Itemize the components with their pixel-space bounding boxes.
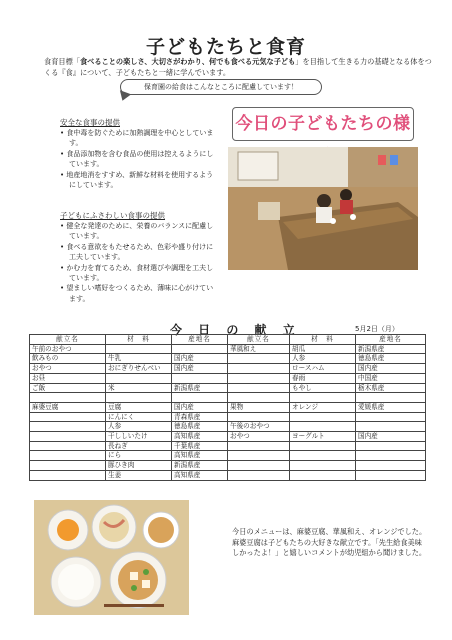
table-cell xyxy=(290,422,356,432)
table-header-cell: 産地名 xyxy=(172,335,228,345)
table-cell xyxy=(290,441,356,451)
table-cell: ロースハム xyxy=(290,364,356,374)
table-cell: 国内産 xyxy=(172,364,228,374)
table-cell xyxy=(290,393,356,403)
page-title: 子どもたちと食育 xyxy=(145,36,306,58)
table-cell: 新潟県産 xyxy=(172,461,228,471)
table-cell: 生姜 xyxy=(106,470,172,480)
table-header-row xyxy=(30,335,426,345)
table-row xyxy=(30,393,426,403)
table-cell: 干ししいたけ xyxy=(106,432,172,442)
table-cell xyxy=(290,451,356,461)
table-cell: 徳島県産 xyxy=(356,354,426,364)
table-cell xyxy=(356,393,426,403)
table-cell xyxy=(30,470,106,480)
table-cell xyxy=(228,441,290,451)
table-cell xyxy=(30,461,106,471)
table-cell: 胡瓜 xyxy=(290,344,356,354)
table-cell: 高知県産 xyxy=(172,451,228,461)
table-cell xyxy=(228,383,290,393)
table-cell: オレンジ xyxy=(290,402,356,412)
table-cell xyxy=(30,393,106,403)
table-cell: 愛媛県産 xyxy=(356,402,426,412)
table-cell xyxy=(290,412,356,422)
table-cell: 高知県産 xyxy=(172,432,228,442)
menu-table xyxy=(29,334,426,481)
table-cell xyxy=(356,461,426,471)
table-cell xyxy=(356,422,426,432)
table-cell: 麻婆豆腐 xyxy=(30,402,106,412)
lunch-caption: 今日のメニューは、麻婆豆腐、華風和え、オレンジでした。麻婆豆腐は子どもたちの大好きな献立です。「先生給食美味しかったよ！」と嬉しいコメントが幼児組から聞けました。 xyxy=(232,527,427,558)
table-header-cell: 材 料 xyxy=(106,335,172,345)
table-cell xyxy=(30,451,106,461)
intro-highlight: 食べることの楽しさ、大切さがわかり、何でも食べる元気な子ども xyxy=(79,57,296,66)
table-cell: 牛乳 xyxy=(106,354,172,364)
table-cell xyxy=(106,393,172,403)
table-cell xyxy=(106,373,172,383)
table-cell: お昼 xyxy=(30,373,106,383)
table-cell: ご飯 xyxy=(30,383,106,393)
table-cell: 中国産 xyxy=(356,373,426,383)
table-cell: 春雨 xyxy=(290,373,356,383)
section-child-heading: 子どもにふさわしい食事の提供 xyxy=(60,211,165,220)
menu-date: 5月2日（月） xyxy=(355,325,399,333)
table-row xyxy=(30,461,426,471)
lunch-photo xyxy=(34,500,189,615)
section-safe-heading: 安全な食事の提供 xyxy=(60,118,120,127)
section-child-meals xyxy=(60,210,220,304)
table-cell xyxy=(172,344,228,354)
table-cell xyxy=(30,412,106,422)
table-row xyxy=(30,451,426,461)
table-header-cell: 献立名 xyxy=(228,335,290,345)
table-cell xyxy=(228,461,290,471)
section-safe-meals xyxy=(60,117,220,190)
table-row xyxy=(30,364,426,374)
table-cell xyxy=(228,412,290,422)
table-row xyxy=(30,432,426,442)
table-row xyxy=(30,344,426,354)
table-cell: 青森県産 xyxy=(172,412,228,422)
table-cell: 国内産 xyxy=(356,364,426,374)
table-row xyxy=(30,470,426,480)
table-cell: 徳島県産 xyxy=(172,422,228,432)
table-row xyxy=(30,402,426,412)
table-cell: 華風和え xyxy=(228,344,290,354)
table-row xyxy=(30,373,426,383)
table-cell: おやつ xyxy=(228,432,290,442)
table-cell: ヨーグルト xyxy=(290,432,356,442)
table-cell xyxy=(290,470,356,480)
table-cell xyxy=(30,422,106,432)
today-banner: 今日の子どもたちの様 xyxy=(232,107,414,141)
table-cell xyxy=(356,441,426,451)
table-cell xyxy=(290,461,356,471)
table-row xyxy=(30,441,426,451)
intro-text xyxy=(44,56,434,78)
table-cell: 国内産 xyxy=(172,354,228,364)
list-item: • 食べる意欲をもたせるため、色彩や盛り付けに工夫しています。 xyxy=(60,242,220,263)
table-cell: 人参 xyxy=(106,422,172,432)
table-row xyxy=(30,383,426,393)
table-row xyxy=(30,422,426,432)
list-item: • 地産地消をすすめ、新鮮な材料を使用するようにしています。 xyxy=(60,170,220,191)
table-cell xyxy=(30,432,106,442)
table-cell: にら xyxy=(106,451,172,461)
table-cell: おにぎりせんべい xyxy=(106,364,172,374)
table-cell xyxy=(356,412,426,422)
list-item: • 食中毒を防ぐために加熱調理を中心としています。 xyxy=(60,128,220,149)
section-child-list xyxy=(60,221,220,304)
table-cell: 新潟県産 xyxy=(172,383,228,393)
table-cell xyxy=(228,393,290,403)
table-row xyxy=(30,412,426,422)
table-cell: 午前のおやつ xyxy=(30,344,106,354)
table-cell: 新潟県産 xyxy=(356,344,426,354)
table-cell: にんにく xyxy=(106,412,172,422)
list-item: • 健全な発達のために、栄養のバランスに配慮しています。 xyxy=(60,221,220,242)
table-header-cell: 産地名 xyxy=(356,335,426,345)
list-item: • 望ましい嗜好をつくるため、薄味に心がけています。 xyxy=(60,283,220,304)
table-cell: 果物 xyxy=(228,402,290,412)
list-item: • 食品添加物を含む食品の使用は控えるようにしています。 xyxy=(60,149,220,170)
table-cell: 長ねぎ xyxy=(106,441,172,451)
table-cell xyxy=(228,470,290,480)
table-cell xyxy=(106,344,172,354)
intro-suffix: 」を目指して生きる力の基礎となる体をつくる『食』について、子どもたちと一緒に学んでいます。 xyxy=(44,57,432,77)
table-row xyxy=(30,354,426,364)
table-cell xyxy=(228,354,290,364)
table-cell: 飲みもの xyxy=(30,354,106,364)
table-cell: おやつ xyxy=(30,364,106,374)
table-cell xyxy=(356,451,426,461)
table-cell xyxy=(30,441,106,451)
table-cell: 豚ひき肉 xyxy=(106,461,172,471)
table-header-cell: 献立名 xyxy=(30,335,106,345)
table-cell: 国内産 xyxy=(356,432,426,442)
table-cell xyxy=(228,451,290,461)
list-item: • かむ力を育てるため、食材選びや調理を工夫しています。 xyxy=(60,263,220,284)
table-cell xyxy=(172,373,228,383)
section-safe-list xyxy=(60,128,220,190)
table-cell: 午後のおやつ xyxy=(228,422,290,432)
intro-prefix: 食育目標「 xyxy=(44,57,80,66)
classroom-photo xyxy=(228,147,418,270)
speech-bubble: 保育園の給食はこんなところに配慮しています！ xyxy=(120,79,322,95)
table-cell: 千葉県産 xyxy=(172,441,228,451)
menu-title: 今 日 の 献 立 xyxy=(170,323,301,337)
table-cell xyxy=(172,393,228,403)
table-cell xyxy=(228,364,290,374)
table-cell: もやし xyxy=(290,383,356,393)
table-cell: 高知県産 xyxy=(172,470,228,480)
table-cell xyxy=(228,373,290,383)
table-cell: 豆腐 xyxy=(106,402,172,412)
table-cell: 人参 xyxy=(290,354,356,364)
table-cell: 栃木県産 xyxy=(356,383,426,393)
table-cell: 国内産 xyxy=(172,402,228,412)
table-header-cell: 材 料 xyxy=(290,335,356,345)
table-cell xyxy=(356,470,426,480)
table-cell: 米 xyxy=(106,383,172,393)
